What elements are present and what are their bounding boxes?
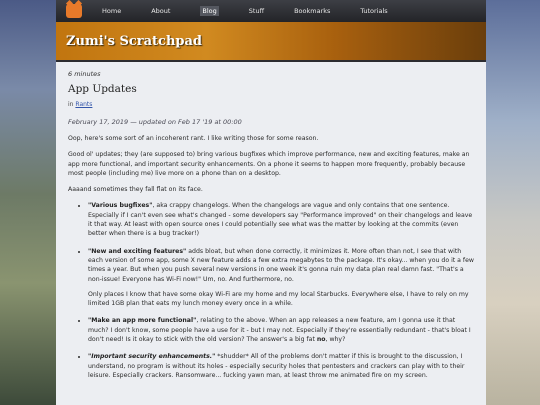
site-banner	[56, 22, 486, 62]
post-date: February 17, 2019 — updated on Feb 17 '19 at 00:00	[68, 118, 242, 126]
item-extra: Only places I know that have some okay Wi-Fi are my home and my local Starbucks. Everywhere else, I have to rely on my limited 1GB plan that eats my lunch money every once in a while.	[88, 290, 469, 308]
nav-stuff[interactable]: Stuff	[248, 7, 265, 15]
list-item	[88, 316, 474, 344]
site-title[interactable]: Zumi's Scratchpad	[66, 33, 203, 49]
top-navbar	[56, 0, 486, 22]
category-prefix: in	[68, 101, 74, 108]
nav-blog[interactable]: Blog	[202, 7, 217, 15]
category-line	[68, 101, 474, 108]
nav-tutorials[interactable]: Tutorials	[360, 7, 388, 15]
nav-bookmarks[interactable]: Bookmarks	[294, 7, 331, 15]
cat-logo-icon[interactable]	[66, 4, 82, 18]
post-title: App Updates	[68, 83, 137, 95]
item-emphasis: no	[316, 336, 326, 344]
list-item	[88, 247, 474, 309]
item-heading: "New and exciting features"	[88, 247, 187, 255]
read-time: 6 minutes	[68, 70, 101, 78]
nav-home[interactable]: Home	[102, 7, 122, 15]
item-text-end: , why?	[325, 336, 346, 344]
item-text: adds bloat, but when done correctly, it minimizes it. More often than not, I see that with each version of some app, some X new feature adds a few extra megabytes to the package. It's okay... when you do it a few times a year. But when you push several new versions in one week it's gonna ruin my data plan real damn fast. "That's a non-issue! Everyone has Wi-Fi now!" Um, no. And furthermore, no.	[88, 247, 474, 283]
category-link[interactable]: Rants	[75, 101, 93, 108]
intro-paragraph-2: Good ol' updates; they (are supposed to) bring various bugfixes which improve performance, new and exciting features, make an app more functional, and important security enhancements. On a phone it seems to happen more frequently, probably because most people (including me) live more on a phone than on a desktop.	[68, 151, 470, 177]
item-heading: "Various bugfixes"	[88, 202, 153, 210]
rant-list	[68, 201, 474, 380]
item-heading: "Important security enhancements."	[88, 353, 216, 361]
intro-paragraph-1: Oop, here's some sort of an incoherent rant. I like writing those for some reason.	[68, 135, 319, 142]
item-text: *shudder* All of the problems don't matter if this is brought to the discussion, I understand, no program is without its holes - especially security holes that pentesters and crackers can play with to their leisure. Especially crackers. Ransomware... fucking yawn man, at least throw me animated fire on my screen.	[88, 353, 465, 379]
item-heading: "Make an app more functional"	[88, 317, 197, 325]
list-item	[88, 352, 474, 380]
post-content	[56, 62, 486, 380]
background-left	[0, 0, 56, 405]
background-right	[484, 0, 540, 405]
item-text: , aka crappy changelogs. When the changelogs are vague and only contains that one sentence. Especially if I can't even see what's changed - some developers say "Performance improved" on their changelogs and leave it that way. At least with open source ones I could potentially see what was the matter by looking at the commits (even better when there is a bug tracker!)	[88, 202, 473, 238]
intro-paragraph-3: Aaaand sometimes they fall flat on its face.	[68, 186, 203, 194]
page-container	[56, 0, 486, 405]
nav-about[interactable]: About	[151, 7, 171, 15]
list-item	[88, 201, 474, 238]
item-text: , relating to the above. When an app releases a new feature, am I gonna use it that much? I don't know, some people have a use for it - but I may not. Especially if they're essentially redundant - that's bloat I don't need! Is it okay to stick with the old version? The answer's a big fat	[88, 317, 471, 344]
